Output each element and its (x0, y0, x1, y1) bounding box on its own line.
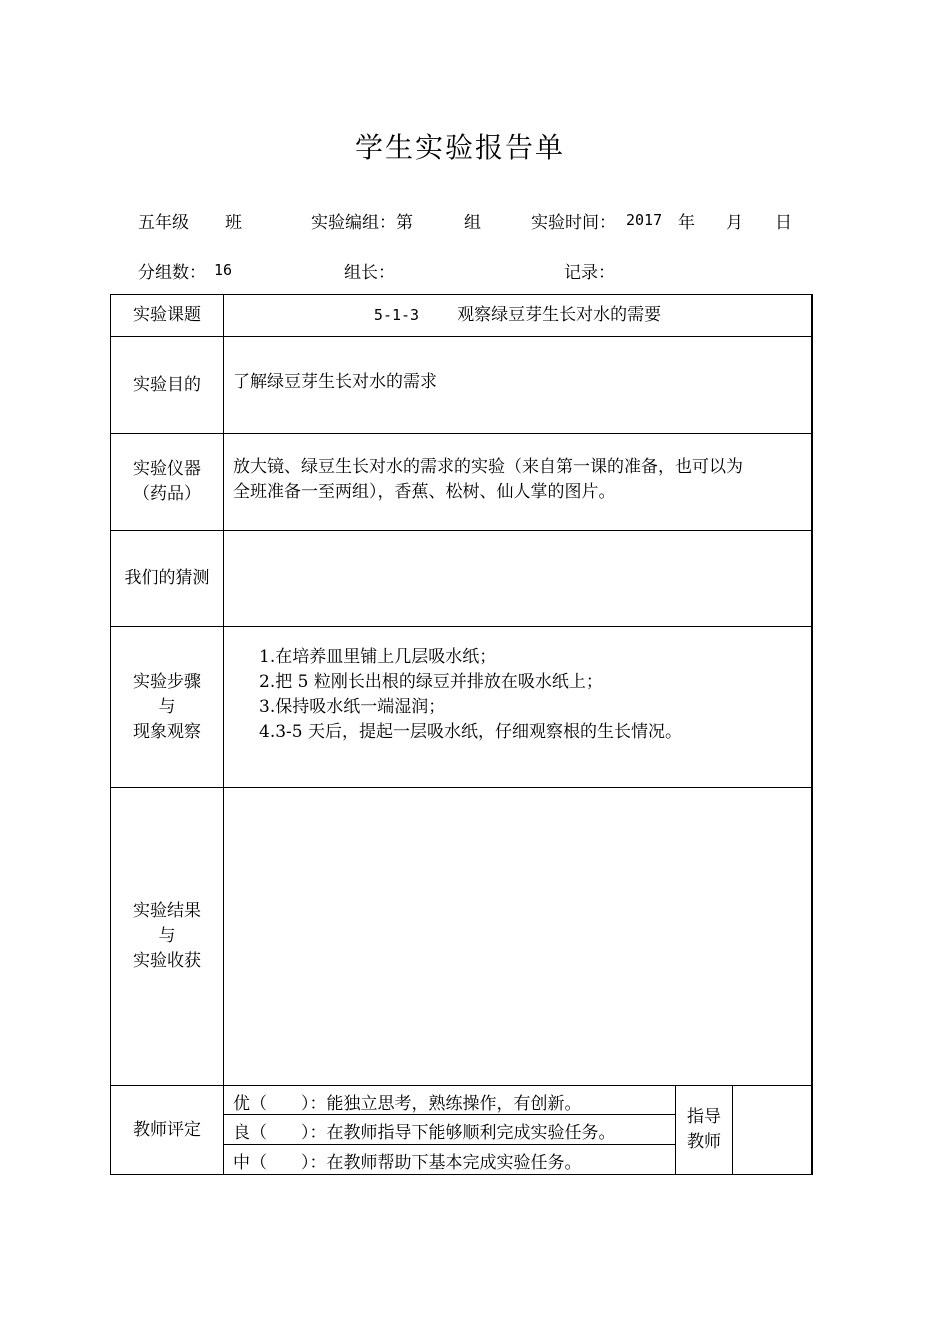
results-label-line2: 与 (158, 926, 176, 946)
equipment-value-line2: 全班准备一至两组），香蕉、松树、仙人掌的图片。 (233, 482, 616, 502)
steps-label-line3: 现象观察 (133, 721, 201, 742)
page-title: 学生实验报告单 (354, 131, 565, 164)
equipment-label-line2: （药品） (133, 484, 201, 504)
group-count-value: 16 (214, 261, 233, 279)
equipment-value (233, 455, 809, 505)
steps-label (111, 627, 223, 787)
evaluation-label-text: 教师评定 (133, 1119, 201, 1140)
evaluation-option-excellent: 优（ ）：能独立思考，熟练操作，有创新。 (233, 1094, 582, 1114)
equipment-label (111, 434, 223, 530)
guess-label-text: 我们的猜测 (124, 568, 210, 588)
equipment-value-line1: 放大镜、绿豆生长对水的需求的实验（来自第一课的准备，也可以为 (233, 457, 743, 477)
topic-value: 观察绿豆芽生长对水的需要 (457, 305, 662, 325)
guess-label (111, 531, 223, 626)
teacher-label-line2: 教师 (687, 1132, 721, 1152)
evaluation-divider (224, 1144, 675, 1145)
topic-label-text: 实验课题 (133, 305, 201, 325)
evaluation-column-divider (732, 1085, 733, 1174)
recorder-label: 记录： (564, 263, 615, 283)
table-outer-edge (812, 294, 813, 1175)
group-number-label: 实验编组：第 (311, 213, 413, 233)
topic-label (111, 295, 223, 336)
results-label-line1: 实验结果 (133, 901, 201, 921)
step-item: 4.3-5 天后，提起一层吸水纸，仔细观察根的生长情况。 (259, 722, 682, 742)
evaluation-option-pass: 中（ ）：在教师帮助下基本完成实验任务。 (233, 1153, 582, 1173)
step-item: 2.把 5 粒刚长出根的绿豆并排放在吸水纸上； (259, 672, 603, 692)
purpose-label-text: 实验目的 (133, 374, 201, 395)
step-item: 3.保持吸水纸一端湿润； (259, 697, 446, 717)
teacher-label-line1: 指导 (687, 1107, 721, 1127)
group-count-label: 分组数： (138, 263, 206, 283)
grade-text: 五年级 (138, 213, 189, 233)
topic-code: 5-1-3 (373, 306, 420, 324)
evaluation-divider (224, 1114, 675, 1115)
report-table (110, 294, 812, 1175)
steps-label-line2: 与 (158, 696, 176, 717)
steps-label-line1: 实验步骤 (133, 671, 201, 692)
evaluation-option-good: 良（ ）：在教师指导下能够顺利完成实验任务。 (233, 1123, 616, 1143)
purpose-label (111, 337, 223, 433)
steps-list (259, 645, 682, 745)
group-leader-label: 组长： (344, 263, 395, 283)
step-item: 1.在培养皿里铺上几层吸水纸； (259, 647, 497, 667)
day-label: 日 (775, 213, 792, 233)
month-label: 月 (726, 213, 743, 233)
results-label-line3: 实验收获 (133, 951, 201, 971)
experiment-year: 2017 (626, 211, 663, 229)
teacher-label (676, 1086, 732, 1174)
topic-cell (224, 295, 811, 336)
group-label: 组 (464, 213, 481, 233)
column-divider (223, 295, 224, 1174)
purpose-value: 了解绿豆芽生长对水的需求 (233, 372, 437, 392)
year-label: 年 (678, 213, 695, 233)
evaluation-label (111, 1086, 223, 1174)
experiment-time-label: 实验时间： (531, 213, 616, 233)
class-label: 班 (225, 213, 242, 233)
equipment-label-line1: 实验仪器 (133, 459, 201, 479)
results-label (111, 788, 223, 1085)
